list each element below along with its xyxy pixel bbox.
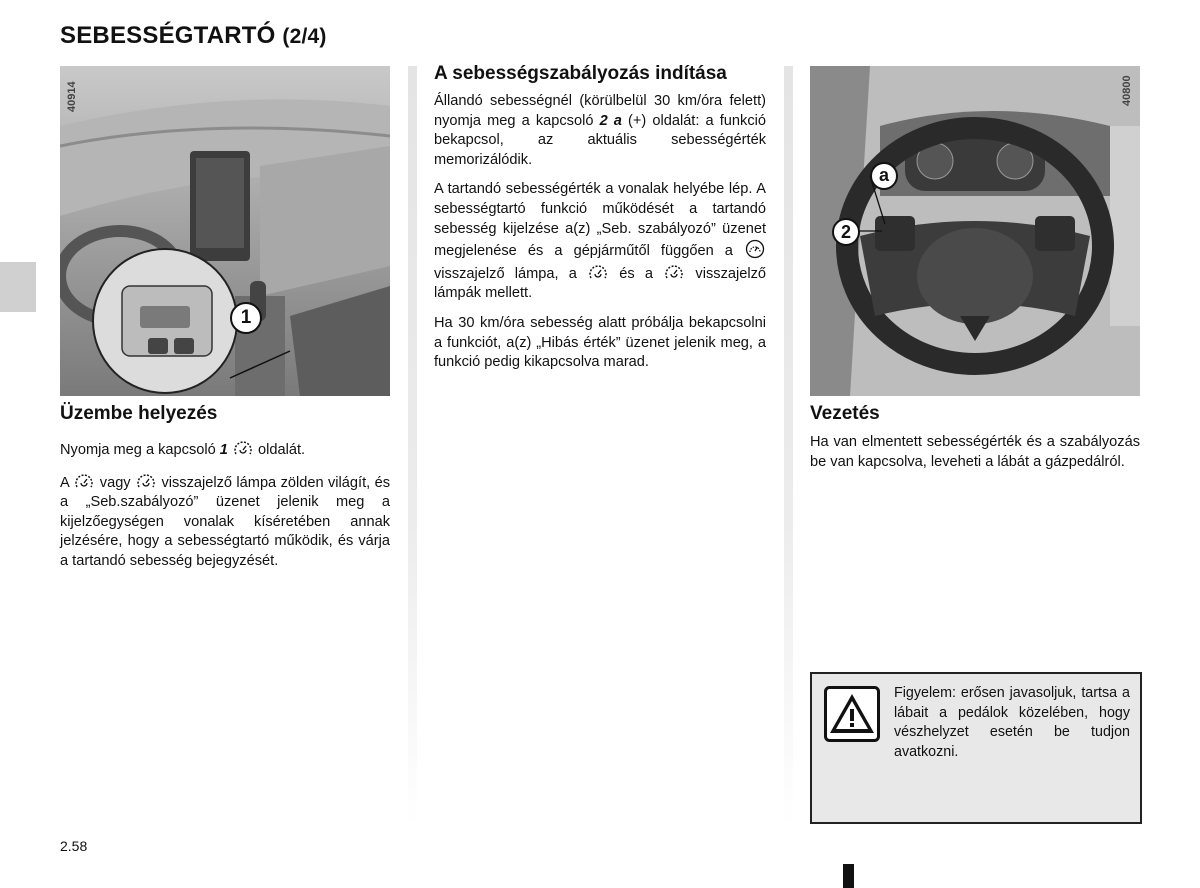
image-code: 40914 [66, 81, 78, 112]
text: (+) oldalát: a funkció bekapcsol, az aktuális sebességérték memorizálódik. [434, 112, 766, 168]
text: vagy [95, 474, 136, 491]
paragraph [60, 438, 390, 461]
warning-box [810, 672, 1142, 824]
callout-1: 1 [230, 302, 262, 334]
switch-number: 1 [219, 442, 228, 458]
text: A tartandó sebességérték a vonalak helyébe lép. A sebességtartó funkció működését a tartandó sebesség kijelzése a(z) „Seb. szabályozó” üzenet megjelenése és a gépjárműtől függően a [434, 181, 766, 260]
text: A [60, 474, 74, 491]
paragraph: Ha van elmentett sebességérték és a szabályozás be van kapcsolva, leveheti a lábát a gázpedálról. [810, 434, 1140, 470]
text: visszajelző lámpa zölden világít, és a „Seb.szabályozó” üzenet jelenik meg a kijelzőegységen vonalak kíséretében annak jelzésére, hogy a sebességtartó működik, és várja a tartandó sebesség bejegyzését. [60, 474, 391, 569]
cruise-control-icon [73, 471, 95, 491]
cruise-control-icon [587, 262, 609, 282]
cruise-control-icon [663, 262, 685, 282]
callout-2: 2 [832, 218, 860, 246]
column-separator [408, 66, 417, 826]
paragraph [434, 180, 766, 304]
left-text [60, 438, 390, 582]
page-title-suffix: (2/4) [282, 25, 327, 48]
cruise-control-icon [135, 471, 157, 491]
text: Állandó sebességnél (körülbelül 30 km/óra felett) nyomja meg a kapcsoló [434, 93, 766, 129]
paragraph [60, 471, 390, 572]
warning-triangle-icon [824, 686, 880, 742]
section-heading-driving: Vezetés [810, 403, 880, 424]
chapter-tab [0, 262, 36, 312]
text: visszajelző lámpa, a [434, 265, 588, 282]
cruise-control-icon [232, 438, 254, 458]
middle-text [434, 92, 766, 383]
right-text [810, 433, 1140, 482]
column-separator [784, 66, 793, 826]
text: visszajelző lámpák mellett. [434, 265, 766, 302]
section-heading-start: Üzembe helyezés [60, 403, 218, 424]
text: és a [609, 265, 664, 282]
switch-number: 2 a [599, 112, 622, 129]
page-number: 2.58 [60, 838, 88, 854]
section-heading-activation: A sebességszabályozás indítása [434, 63, 727, 84]
page-title-main: SEBESSÉGTARTÓ [60, 22, 276, 49]
warning-text: Figyelem: erősen javasoljuk, tartsa a lábait a pedálok közelében, hogy vészhelyzet esetén be tudjon avatkozni. [894, 685, 1130, 760]
text: oldalát. [253, 442, 306, 458]
paragraph [434, 92, 766, 170]
paragraph: Ha 30 km/óra sebesség alatt próbálja bekapcsolni a funkciót, a(z) „Hibás érték” üzenet jelenik meg, a funkció pedig kikapcsolva marad. [434, 314, 766, 371]
callout-a: a [870, 162, 898, 190]
speed-limiter-icon [744, 239, 766, 259]
text: Nyomja meg a kapcsoló [60, 442, 220, 458]
page-title [60, 22, 327, 50]
dashboard-photo [60, 66, 390, 396]
page-marker [843, 864, 854, 888]
image-code: 40800 [1121, 75, 1133, 106]
